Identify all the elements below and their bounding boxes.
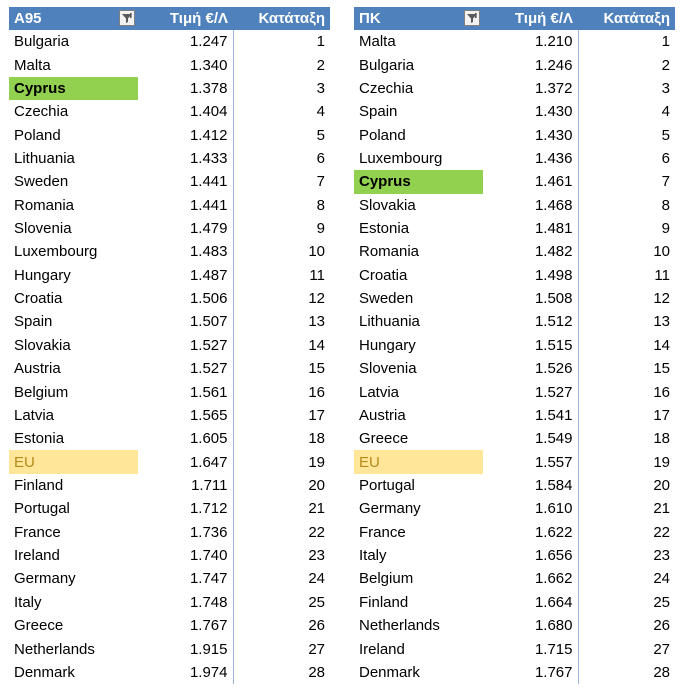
table-row xyxy=(354,380,675,403)
header-country xyxy=(354,7,483,30)
cell-price: 1.340 xyxy=(138,53,233,76)
cell-rank: 24 xyxy=(308,570,325,588)
cell-price: 1.549 xyxy=(483,427,578,450)
cell-price: 1.483 xyxy=(138,240,233,263)
table-row xyxy=(9,217,330,240)
cell-country: Slovakia xyxy=(359,196,416,214)
table-row xyxy=(9,521,330,544)
table-row xyxy=(354,334,675,357)
cell-country: Sweden xyxy=(359,290,414,308)
cell-price: 1.647 xyxy=(138,450,233,473)
table-row xyxy=(354,521,675,544)
cell-rank: 5 xyxy=(661,126,670,144)
cell-price: 1.515 xyxy=(483,334,578,357)
cell-country: Poland xyxy=(14,126,61,144)
cell-rank: 21 xyxy=(653,500,670,518)
cell-rank: 15 xyxy=(653,360,670,378)
cell-price: 1.461 xyxy=(483,170,578,193)
table-row xyxy=(9,240,330,263)
cell-country: Bulgaria xyxy=(14,33,70,51)
table-row xyxy=(9,264,330,287)
table-row xyxy=(354,217,675,240)
cell-rank: 28 xyxy=(308,663,325,681)
table-row xyxy=(354,497,675,520)
cell-price: 1.662 xyxy=(483,567,578,590)
cell-country: Romania xyxy=(359,243,420,261)
table-row xyxy=(354,77,675,100)
cell-price: 1.436 xyxy=(483,147,578,170)
cell-country: Cyprus xyxy=(354,170,483,193)
cell-rank: 27 xyxy=(308,640,325,658)
cell-price: 1.711 xyxy=(138,474,233,497)
table-row xyxy=(9,334,330,357)
cell-country: Hungary xyxy=(359,336,416,354)
cell-country: Austria xyxy=(359,406,406,424)
cell-price: 1.441 xyxy=(138,194,233,217)
cell-rank: 19 xyxy=(308,453,325,471)
cell-price: 1.210 xyxy=(483,30,578,53)
filter-dropdown-icon[interactable] xyxy=(464,10,480,26)
header-country-label: A95 xyxy=(14,10,42,27)
table-row xyxy=(9,53,330,76)
cell-rank: 2 xyxy=(661,56,670,74)
cell-price: 1.412 xyxy=(138,123,233,146)
cell-country: Croatia xyxy=(14,290,63,308)
cell-rank: 10 xyxy=(308,243,325,261)
cell-country: Sweden xyxy=(14,173,69,191)
cell-rank: 28 xyxy=(653,663,670,681)
cell-country: Germany xyxy=(14,570,76,588)
table-row xyxy=(9,591,330,614)
cell-rank: 26 xyxy=(653,617,670,635)
cell-price: 1.915 xyxy=(138,637,233,660)
cell-price: 1.430 xyxy=(483,123,578,146)
table-row xyxy=(354,661,675,684)
cell-country: Estonia xyxy=(359,220,410,238)
cell-price: 1.736 xyxy=(138,521,233,544)
cell-country: Netherlands xyxy=(14,640,95,658)
table-header-row xyxy=(9,7,330,30)
cell-country: Hungary xyxy=(14,266,71,284)
cell-rank: 8 xyxy=(661,196,670,214)
cell-country: Greece xyxy=(14,617,64,635)
cell-rank: 24 xyxy=(653,570,670,588)
table-row xyxy=(9,77,330,100)
table-row xyxy=(354,264,675,287)
cell-country: Luxembourg xyxy=(14,243,98,261)
cell-rank: 12 xyxy=(308,290,325,308)
table-row xyxy=(9,170,330,193)
cell-country: Ireland xyxy=(14,547,60,565)
cell-price: 1.433 xyxy=(138,147,233,170)
header-price: Τιμή €/Λ xyxy=(483,7,578,30)
cell-price: 1.747 xyxy=(138,567,233,590)
cell-price: 1.441 xyxy=(138,170,233,193)
cell-price: 1.656 xyxy=(483,544,578,567)
cell-country: France xyxy=(14,523,61,541)
cell-rank: 18 xyxy=(308,430,325,448)
cell-rank: 9 xyxy=(316,220,325,238)
table-row xyxy=(9,357,330,380)
table-row xyxy=(354,357,675,380)
cell-country: Cyprus xyxy=(9,77,138,100)
table-row xyxy=(9,100,330,123)
table-row xyxy=(354,310,675,333)
table-row xyxy=(354,194,675,217)
cell-country: Latvia xyxy=(14,406,55,424)
cell-country: Netherlands xyxy=(359,617,440,635)
cell-price: 1.767 xyxy=(138,614,233,637)
cell-rank: 14 xyxy=(653,336,670,354)
cell-price: 1.557 xyxy=(483,450,578,473)
table-pk xyxy=(354,7,675,684)
cell-rank: 20 xyxy=(653,477,670,494)
table-row xyxy=(354,100,675,123)
table-row xyxy=(9,310,330,333)
cell-country: Belgium xyxy=(14,383,69,401)
filter-dropdown-icon[interactable] xyxy=(119,10,135,26)
table-row xyxy=(354,53,675,76)
cell-country: Croatia xyxy=(359,266,408,284)
cell-price: 1.246 xyxy=(483,53,578,76)
table-row xyxy=(9,450,330,473)
header-rank: Κατάταξη xyxy=(233,7,330,30)
cell-country: Estonia xyxy=(14,430,65,448)
table-row xyxy=(354,614,675,637)
table-row xyxy=(354,474,675,497)
table-row xyxy=(9,404,330,427)
cell-rank: 15 xyxy=(308,360,325,378)
cell-country: Italy xyxy=(14,593,42,611)
cell-country: Romania xyxy=(14,196,75,214)
cell-price: 1.481 xyxy=(483,217,578,240)
table-row xyxy=(354,147,675,170)
table-row xyxy=(354,404,675,427)
header-rank: Κατάταξη xyxy=(578,7,675,30)
table-row xyxy=(9,380,330,403)
cell-rank: 14 xyxy=(308,336,325,354)
cell-rank: 2 xyxy=(316,56,325,74)
table-row xyxy=(354,544,675,567)
cell-price: 1.506 xyxy=(138,287,233,310)
cell-rank: 23 xyxy=(308,547,325,565)
cell-price: 1.430 xyxy=(483,100,578,123)
header-price: Τιμή €/Λ xyxy=(138,7,233,30)
cell-rank: 7 xyxy=(661,173,670,191)
table-row xyxy=(354,591,675,614)
table-row xyxy=(9,287,330,310)
cell-country: Slovenia xyxy=(14,220,72,238)
cell-country: Lithuania xyxy=(359,313,420,331)
cell-price: 1.482 xyxy=(483,240,578,263)
cell-country: Finland xyxy=(14,477,64,494)
cell-rank: 23 xyxy=(653,547,670,565)
cell-country: Ireland xyxy=(359,640,405,658)
cell-rank: 22 xyxy=(308,523,325,541)
cell-price: 1.748 xyxy=(138,591,233,614)
cell-rank: 22 xyxy=(653,523,670,541)
cell-price: 1.527 xyxy=(138,357,233,380)
cell-price: 1.247 xyxy=(138,30,233,53)
cell-price: 1.512 xyxy=(483,310,578,333)
cell-price: 1.372 xyxy=(483,77,578,100)
cell-country: Belgium xyxy=(359,570,414,588)
cell-country: Slovenia xyxy=(359,360,417,378)
cell-country: Portugal xyxy=(14,500,70,518)
cell-price: 1.610 xyxy=(483,497,578,520)
table-row xyxy=(354,170,675,193)
cell-country: Malta xyxy=(14,56,51,74)
table-row xyxy=(9,567,330,590)
cell-price: 1.740 xyxy=(138,544,233,567)
cell-country: Slovakia xyxy=(14,336,71,354)
cell-price: 1.974 xyxy=(138,661,233,684)
header-country-label: ΠΚ xyxy=(359,10,381,27)
cell-rank: 10 xyxy=(653,243,670,261)
cell-rank: 25 xyxy=(308,593,325,611)
cell-rank: 16 xyxy=(653,383,670,401)
cell-rank: 12 xyxy=(653,290,670,308)
cell-country: Poland xyxy=(359,126,406,144)
cell-rank: 7 xyxy=(316,173,325,191)
cell-rank: 11 xyxy=(309,266,325,284)
cell-price: 1.468 xyxy=(483,194,578,217)
table-row xyxy=(9,614,330,637)
table-row xyxy=(9,30,330,53)
cell-rank: 17 xyxy=(308,406,325,424)
cell-rank: 11 xyxy=(654,266,670,284)
cell-price: 1.527 xyxy=(138,334,233,357)
cell-price: 1.680 xyxy=(483,614,578,637)
cell-country: Denmark xyxy=(359,663,420,681)
table-row xyxy=(354,427,675,450)
cell-country: Bulgaria xyxy=(359,56,415,74)
cell-rank: 6 xyxy=(316,149,325,167)
table-row xyxy=(354,123,675,146)
cell-price: 1.498 xyxy=(483,264,578,287)
cell-rank: 13 xyxy=(308,313,325,331)
cell-rank: 6 xyxy=(661,149,670,167)
cell-rank: 25 xyxy=(653,593,670,611)
cell-price: 1.561 xyxy=(138,380,233,403)
table-body xyxy=(354,30,675,684)
table-row xyxy=(9,123,330,146)
table-row xyxy=(354,30,675,53)
table-a95 xyxy=(9,7,330,684)
cell-price: 1.541 xyxy=(483,404,578,427)
table-row xyxy=(9,637,330,660)
cell-rank: 4 xyxy=(661,103,670,121)
table-row xyxy=(9,474,330,497)
cell-rank: 1 xyxy=(661,33,670,51)
cell-rank: 21 xyxy=(308,500,325,518)
cell-country: Czechia xyxy=(14,103,69,121)
cell-rank: 18 xyxy=(653,430,670,448)
table-row xyxy=(354,450,675,473)
cell-price: 1.527 xyxy=(483,380,578,403)
cell-price: 1.767 xyxy=(483,661,578,684)
table-header-row xyxy=(354,7,675,30)
cell-rank: 16 xyxy=(308,383,325,401)
cell-price: 1.507 xyxy=(138,310,233,333)
cell-price: 1.526 xyxy=(483,357,578,380)
cell-price: 1.404 xyxy=(138,100,233,123)
cell-country: France xyxy=(359,523,406,541)
cell-rank: 3 xyxy=(661,79,670,97)
cell-price: 1.565 xyxy=(138,404,233,427)
cell-country: Denmark xyxy=(14,663,75,681)
cell-price: 1.622 xyxy=(483,521,578,544)
cell-rank: 9 xyxy=(661,220,670,238)
cell-price: 1.378 xyxy=(138,77,233,100)
cell-price: 1.479 xyxy=(138,217,233,240)
cell-price: 1.605 xyxy=(138,427,233,450)
cell-country: EU xyxy=(354,450,483,473)
cell-rank: 4 xyxy=(316,103,325,121)
cell-rank: 17 xyxy=(653,406,670,424)
table-row xyxy=(354,637,675,660)
table-row xyxy=(9,544,330,567)
cell-rank: 13 xyxy=(653,313,670,331)
table-row xyxy=(9,497,330,520)
table-row xyxy=(354,567,675,590)
table-row xyxy=(9,661,330,684)
cell-rank: 3 xyxy=(316,79,325,97)
cell-rank: 20 xyxy=(308,477,325,494)
cell-rank: 26 xyxy=(308,617,325,635)
table-row xyxy=(9,427,330,450)
cell-country: Luxembourg xyxy=(359,149,443,167)
cell-country: Latvia xyxy=(359,383,400,401)
cell-country: Finland xyxy=(359,593,409,611)
cell-rank: 19 xyxy=(653,453,670,471)
cell-price: 1.664 xyxy=(483,591,578,614)
cell-country: Italy xyxy=(359,547,387,565)
cell-country: EU xyxy=(9,450,138,473)
cell-price: 1.508 xyxy=(483,287,578,310)
table-row xyxy=(354,287,675,310)
table-row xyxy=(354,240,675,263)
cell-rank: 27 xyxy=(653,640,670,658)
cell-rank: 8 xyxy=(316,196,325,214)
cell-rank: 1 xyxy=(316,33,325,51)
cell-rank: 5 xyxy=(316,126,325,144)
table-row xyxy=(9,194,330,217)
cell-price: 1.712 xyxy=(138,497,233,520)
cell-country: Portugal xyxy=(359,477,415,494)
cell-country: Czechia xyxy=(359,79,414,97)
cell-country: Spain xyxy=(14,313,53,331)
cell-price: 1.715 xyxy=(483,637,578,660)
table-row xyxy=(9,147,330,170)
cell-country: Greece xyxy=(359,430,409,448)
cell-price: 1.584 xyxy=(483,474,578,497)
cell-country: Austria xyxy=(14,360,61,378)
cell-country: Germany xyxy=(359,500,421,518)
header-country xyxy=(9,7,138,30)
cell-country: Spain xyxy=(359,103,398,121)
cell-price: 1.487 xyxy=(138,264,233,287)
cell-country: Malta xyxy=(359,33,396,51)
table-body xyxy=(9,30,330,684)
cell-country: Lithuania xyxy=(14,149,75,167)
